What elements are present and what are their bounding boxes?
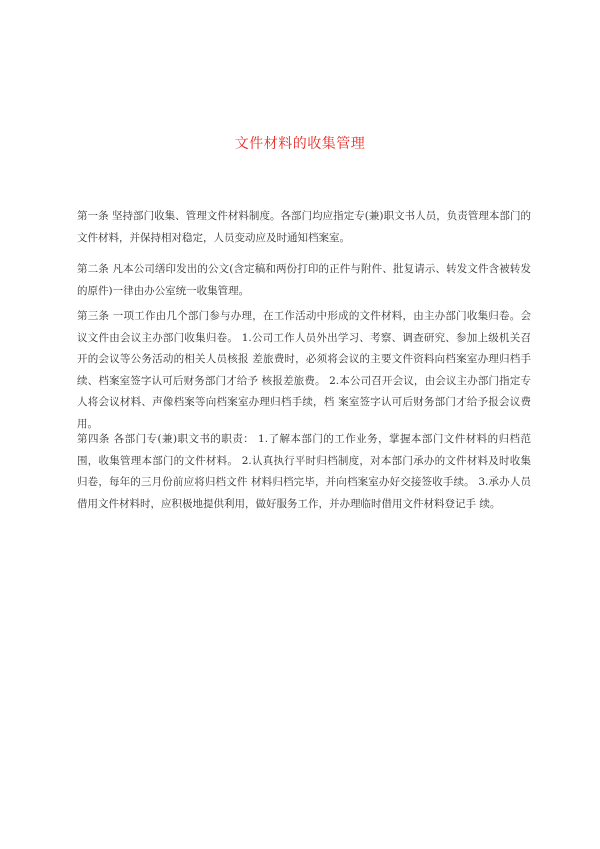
article-2: 第二条 凡本公司缮印发出的公文(含定稿和两份打印的正件与附件、批复请示、转发文件含被转发的原件)一律由办公室统一收集管理。 [77, 263, 531, 297]
document-title: 文件材料的收集管理 [234, 136, 366, 152]
article-4: 第四条 各部门专(兼)职文书的职责： 1.了解本部门的工作业务，掌握本部门文件材料的归档范围，收集管理本部门的文件材料。 2.认真执行平时归档制度，对本部门承办的文件材料及时收集归卷，每年的三月份前应将归档文件 材料归档完毕，并向档案室办好交接签收手续。 3.承办人员借用文件材料时，应积极地提供利用，做好服务工作，并办理临时借用文件材料登记手 续。 [77, 433, 531, 510]
article-3: 第三条 一项工作由几个部门参与办理，在工作活动中形成的文件材料，由主办部门收集归卷。会议文件由会议主办部门收集归卷。 1.公司工作人员外出学习、考察、调查研究、参加上级机关召开的会议等公务活动的相关人员核报 差旅费时，必须将会议的主要文件资料向档案室办理归档手续、档案室签字认可后财务部门才给予 核报差旅费。 2.本公司召开会议，由会议主办部门指定专人将会议材料、声像档案等向档案室办理归档手续，档 案室签字认可后财务部门才给予报会议费用。 [77, 310, 531, 430]
article-1: 第一条 坚持部门收集、管理文件材料制度。各部门均应指定专(兼)职文书人员，负责管理本部门的文件材料，并保持相对稳定，人员变动应及时通知档案室。 [77, 210, 531, 244]
